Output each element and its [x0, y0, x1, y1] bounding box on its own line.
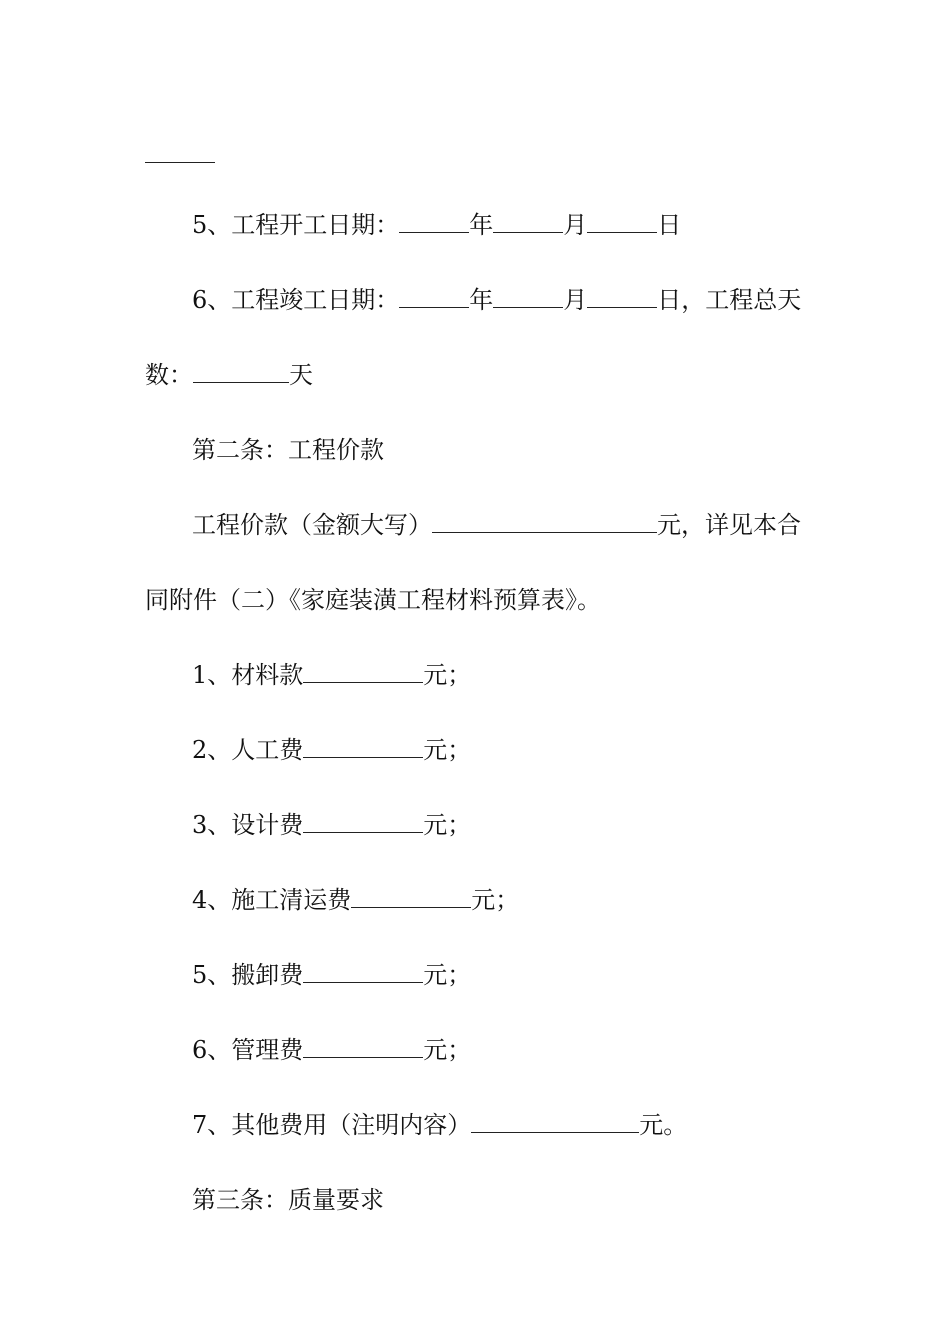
- fee-label: 3、设计费: [192, 811, 304, 839]
- total-days-line: [145, 360, 950, 390]
- day-blank: [587, 287, 657, 308]
- month-blank: [493, 212, 563, 233]
- fee-item: [192, 660, 950, 690]
- fee-item: [192, 810, 950, 840]
- fee-unit: 元；: [423, 736, 472, 764]
- fee-label: 1、材料款: [192, 661, 304, 689]
- month-blank: [493, 287, 563, 308]
- month-unit: 月: [563, 211, 588, 239]
- heading-text: 第三条：质量要求: [192, 1186, 384, 1214]
- price-label: 工程价款（金额大写）: [192, 511, 432, 539]
- fee-label: 5、搬卸费: [192, 961, 304, 989]
- end-date-label: 6、工程竣工日期：: [192, 286, 400, 314]
- fee-unit: 元；: [423, 1036, 472, 1064]
- fee-label: 4、施工清运费: [192, 886, 352, 914]
- fee-unit: 元；: [423, 811, 472, 839]
- fee-unit: 元。: [639, 1111, 688, 1139]
- price-line: [192, 510, 950, 540]
- fee-blank: [351, 887, 471, 908]
- fee-label: 7、其他费用（注明内容）: [192, 1111, 472, 1139]
- fee-unit: 元；: [423, 961, 472, 989]
- amount-blank: [432, 512, 657, 533]
- fee-unit: 元；: [423, 661, 472, 689]
- fee-label: 6、管理费: [192, 1036, 304, 1064]
- fee-item: [192, 1110, 950, 1140]
- day-unit-total: 日，工程总天: [657, 286, 802, 314]
- fee-blank: [471, 1112, 639, 1133]
- heading-text: 第二条：工程价款: [192, 436, 384, 464]
- blank-line: [145, 142, 215, 163]
- day-blank: [587, 212, 657, 233]
- days-unit: 天: [289, 361, 313, 389]
- article-two-heading: [192, 435, 950, 465]
- continuation-blank: [145, 140, 950, 170]
- year-blank: [399, 287, 469, 308]
- year-unit: 年: [469, 286, 494, 314]
- fee-blank: [303, 812, 423, 833]
- fee-item: [192, 735, 950, 765]
- fee-item: [192, 885, 950, 915]
- fee-item: [192, 1035, 950, 1065]
- fee-item: [192, 960, 950, 990]
- appendix-line: [145, 585, 950, 615]
- year-blank: [399, 212, 469, 233]
- fee-blank: [303, 962, 423, 983]
- appendix-text: 同附件（二）《家庭装潢工程材料预算表》。: [145, 586, 601, 614]
- start-date-label: 5、工程开工日期：: [192, 211, 400, 239]
- days-label: 数：: [145, 361, 193, 389]
- article-three-heading: [192, 1185, 950, 1215]
- fee-blank: [303, 662, 423, 683]
- fee-unit: 元；: [471, 886, 520, 914]
- end-date-line: [192, 285, 950, 315]
- month-unit: 月: [563, 286, 588, 314]
- fee-label: 2、人工费: [192, 736, 304, 764]
- price-suffix: 元，详见本合: [657, 511, 801, 539]
- fee-blank: [303, 737, 423, 758]
- start-date-line: [192, 210, 950, 240]
- day-unit: 日: [657, 211, 682, 239]
- days-blank: [193, 362, 289, 383]
- fee-blank: [303, 1037, 423, 1058]
- year-unit: 年: [469, 211, 494, 239]
